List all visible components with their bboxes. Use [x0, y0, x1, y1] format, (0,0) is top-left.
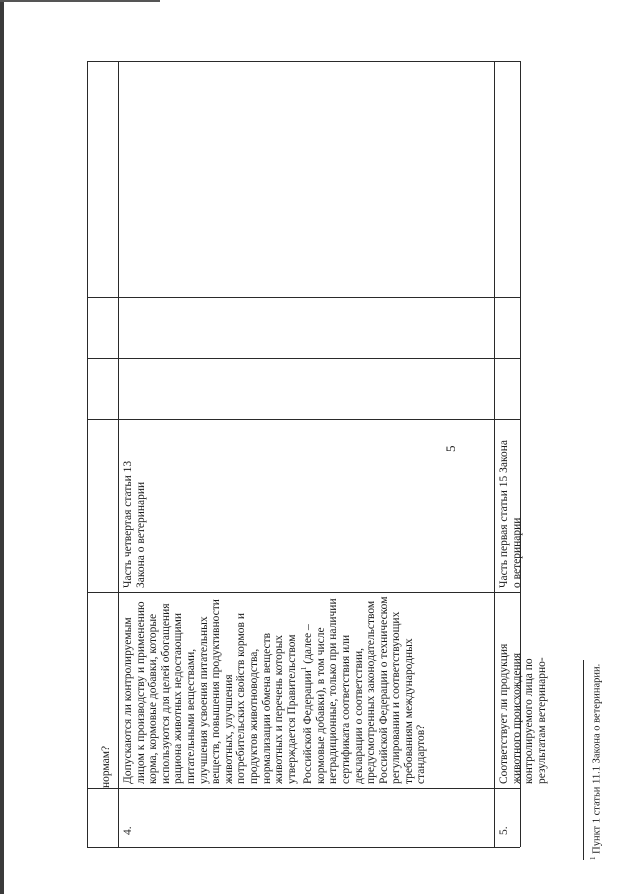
- table-col-divider: [87, 297, 520, 298]
- question-text-continued: нормам?: [100, 745, 112, 788]
- page-number: 5: [443, 445, 458, 452]
- legal-reference: Часть первая статьи 15 Закона о ветеринарии: [498, 439, 523, 588]
- scan-edge-top: [0, 0, 160, 2]
- table-col-divider: [87, 358, 520, 359]
- footnote: $^1$ Пункт 1 статьи 11.1 Закона о ветеринарии.: [589, 663, 603, 860]
- table-border-left: [87, 61, 88, 847]
- table-row-divider: [118, 61, 119, 847]
- question-text: Допускаются ли контролируемым лицом к производству и применению корма, кормовые добавки, которые используются для целей обогащения рациона животных недостающими питательными веществами, улучшения усвоения питательных веществ, повышения продуктивности животных, улучшения потребительских свойств кормов и продуктов животноводства, нормализации обмена веществ животных и перечень которых утверждается Правительством Российской Федерации$^1$ (далее – кормовые добавки), в том числе нетрадиционные, только при наличии сертификата соответствия или декларации о соответствии, предусмотренных законодательством Российской Федерации о техническом регулировании и соответствующих требованиям международных стандартов?: [122, 596, 428, 784]
- table-border-bottom: [87, 847, 520, 848]
- footnote-separator: [583, 660, 584, 860]
- legal-reference: Часть четвертая статьи 13 Закона о ветеринарии: [122, 460, 147, 588]
- table-row-divider: [494, 61, 495, 847]
- question-text: Соответствует ли продукция животного происхождения контролируемого лица по результатам ветеринарно-: [498, 643, 548, 784]
- row-number: 4.: [122, 826, 134, 835]
- scan-edge: [0, 0, 4, 894]
- table-border-top: [87, 61, 520, 62]
- row-number: 5.: [498, 826, 510, 835]
- table-col-divider: [87, 419, 520, 420]
- table-col-divider: [87, 788, 520, 789]
- table-col-divider: [87, 592, 520, 593]
